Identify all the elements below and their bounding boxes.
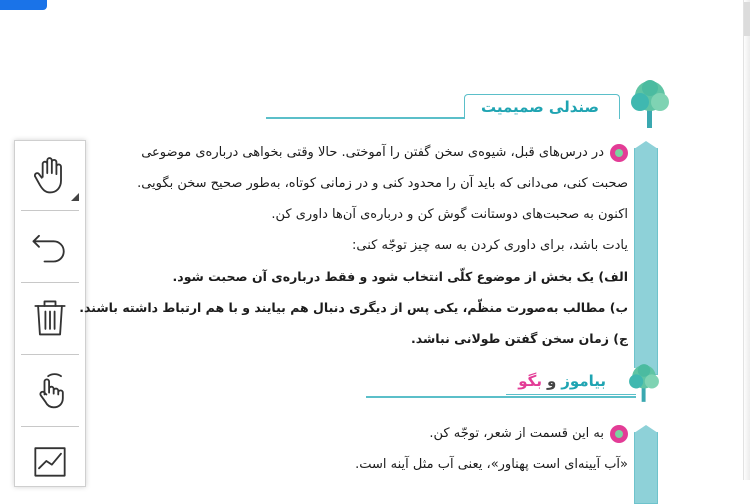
paragraph-line [106, 137, 628, 168]
section2-header-line [366, 396, 636, 398]
paragraph-line: یادت باشد، برای داوری کردن به سه چیز توجّه کنی: [352, 238, 628, 253]
scroll-notch[interactable] [744, 2, 750, 36]
paragraph-line: اکنون به صحبت‌های دوستانت گوش کن و درباره‌ی آن‌ها داوری کن. [271, 207, 628, 222]
section-side-bar [634, 148, 658, 375]
paragraph-text: به این قسمت از شعر، توجّه کن. [429, 426, 604, 441]
touch-swipe-icon [28, 367, 72, 411]
section-title: صندلی صمیمیت [480, 98, 599, 116]
trash-icon [28, 295, 72, 339]
section2-side-bar [634, 432, 658, 504]
bullet-icon [610, 144, 628, 162]
section2-title-learn: بیاموز [561, 372, 606, 390]
section2-title-tab [506, 368, 636, 395]
chart-icon [28, 439, 72, 483]
paragraph-line [106, 418, 628, 449]
undo-icon [28, 223, 72, 267]
chart-tool-button[interactable] [15, 429, 85, 493]
tree-icon [622, 358, 666, 408]
top-blue-button[interactable] [0, 0, 47, 10]
section2-title-and: و [546, 372, 557, 390]
swipe-tool-button[interactable] [15, 357, 85, 421]
point-b: ب) مطالب به‌صورت منظّم، یکی پس از دیگری دنبال هم بیایند و با هم ارتباط داشته باشند. [79, 300, 628, 315]
bullet-icon [610, 425, 628, 443]
annotation-toolbar [14, 140, 86, 487]
hand-tool-button[interactable] [15, 143, 85, 207]
undo-button[interactable] [15, 213, 85, 277]
textbook-page [79, 70, 676, 490]
point-a: الف) یک بخش از موضوع کلّی انتخاب شود و فقط درباره‌ی آن صحبت شود. [172, 269, 628, 284]
paragraph-line: صحبت کنی، می‌دانی که باید آن را محدود کنی و در زمانی کوتاه، به‌طور صحیح سخن بگویی. [137, 176, 628, 191]
hand-icon [28, 153, 72, 197]
paragraph-text: در درس‌های قبل، شیوه‌ی سخن گفتن را آموختی. حالا وقتی بخواهی درباره‌ی موضوعی [141, 145, 604, 160]
section-title-tab [464, 94, 620, 119]
point-c: ج) زمان سخن گفتن طولانی نباشد. [411, 331, 628, 346]
section2-body [106, 418, 628, 480]
delete-button[interactable] [15, 285, 85, 349]
tree-icon [622, 76, 678, 132]
tool-options-indicator [71, 193, 79, 201]
paragraph-line: «آب آیینه‌ای است پهناور»، یعنی آب مثل آینه است. [355, 457, 628, 472]
section1-body [79, 137, 628, 354]
section2-title-say: بگو [518, 372, 542, 390]
right-scroll-edge[interactable] [743, 0, 750, 480]
